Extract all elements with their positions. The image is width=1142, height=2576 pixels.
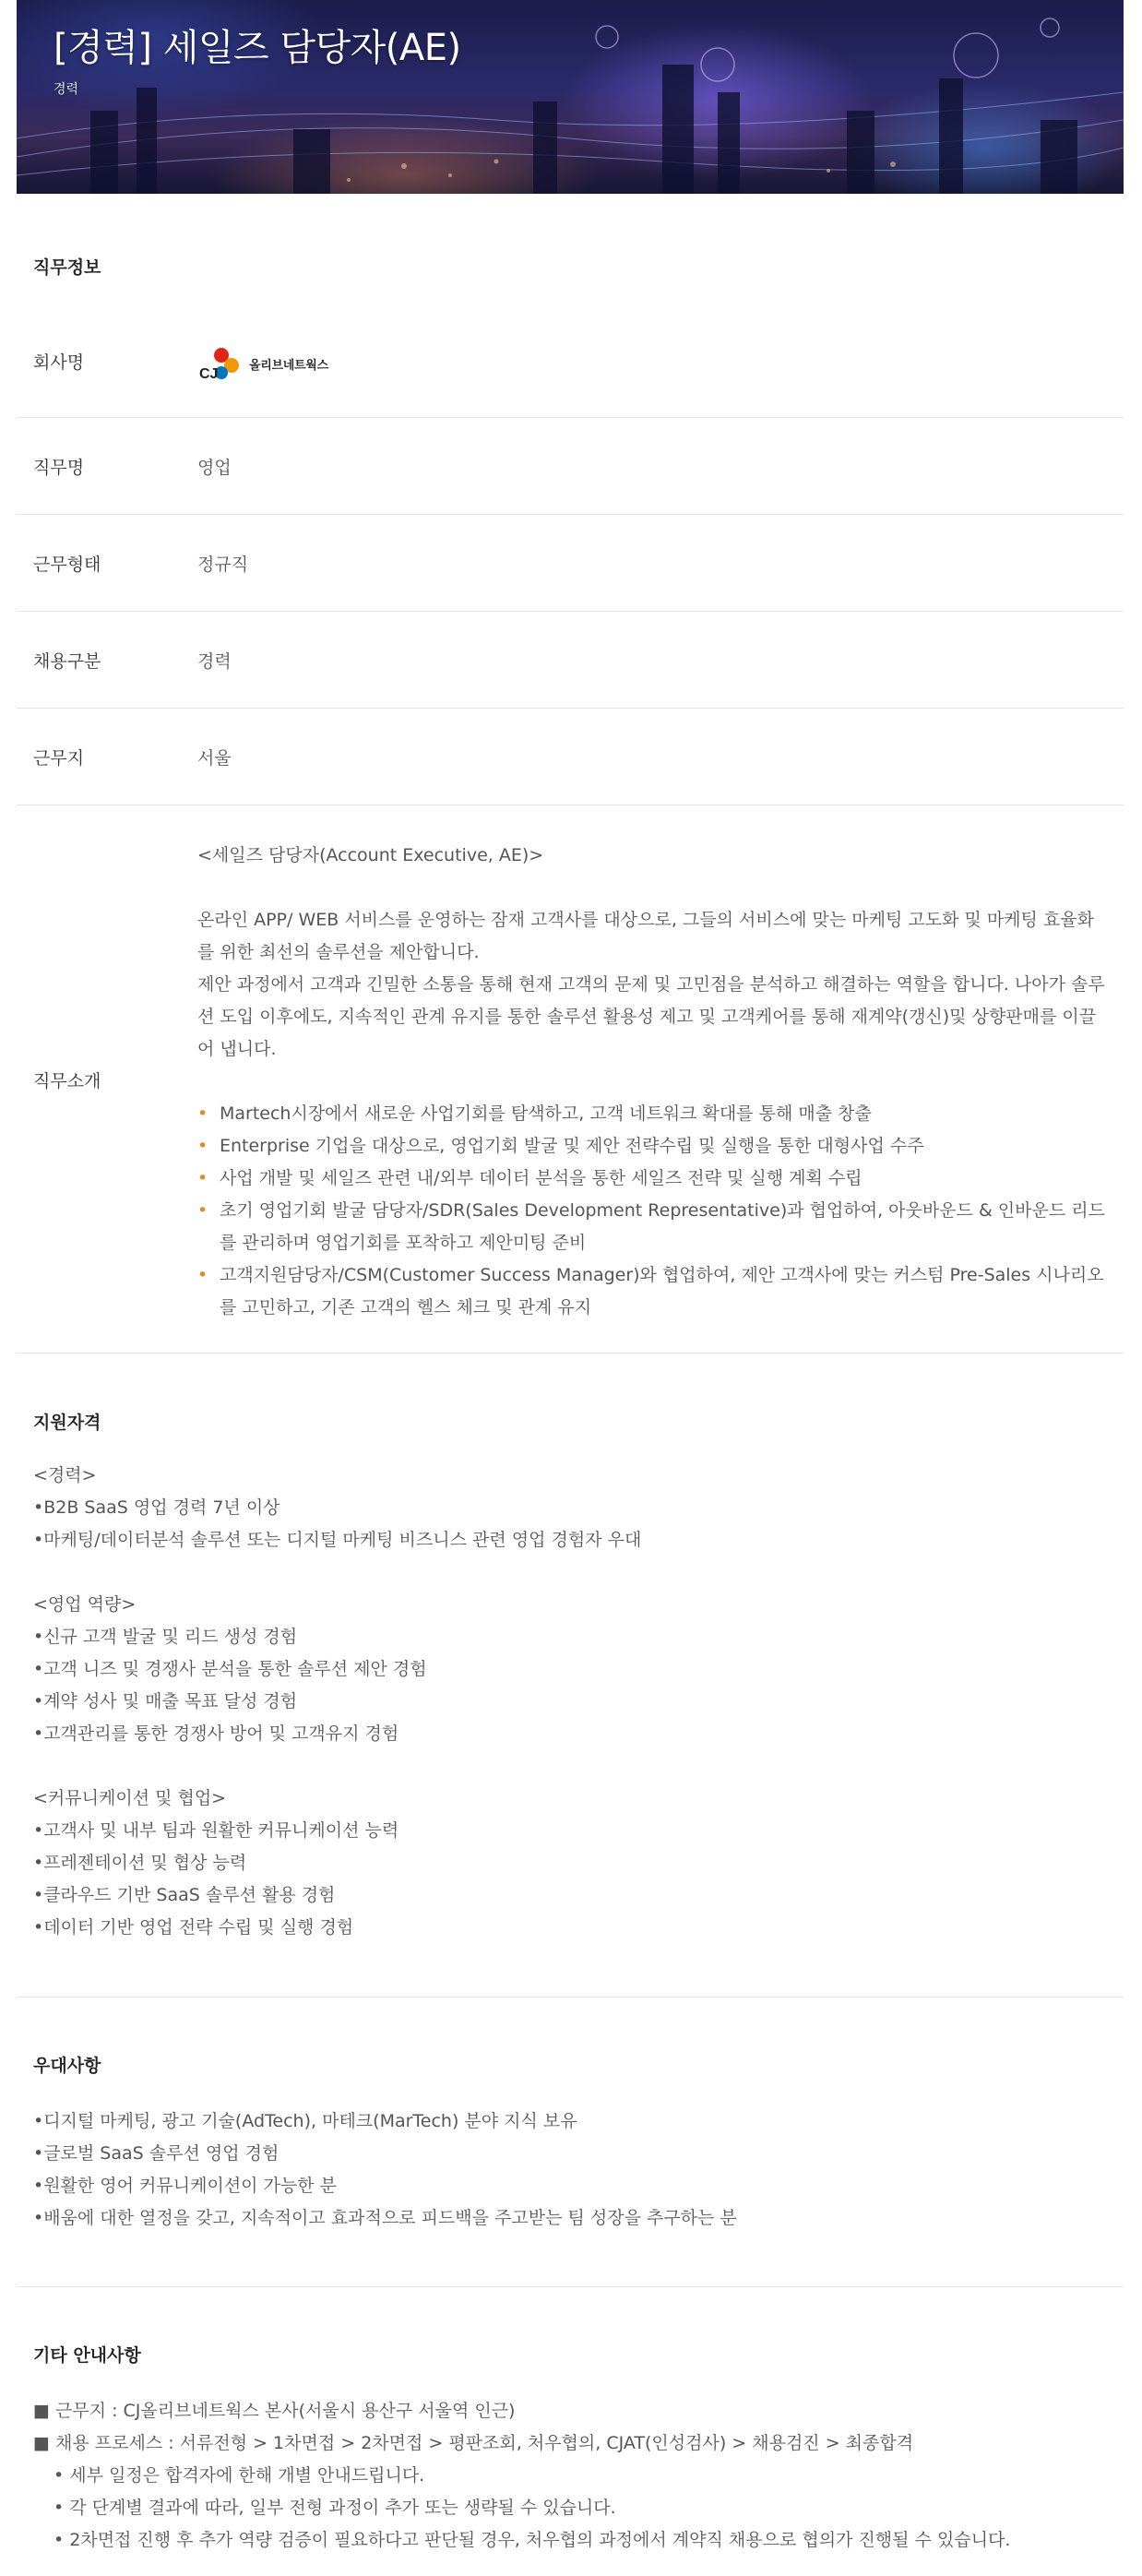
- job-intro-content: [197, 840, 1111, 1324]
- job-category-value: 영업: [197, 458, 232, 478]
- list-item-text: 초기 영업기회 발굴 담당자/SDR(Sales Development Representative)과 협업하여, 아웃바운드 & 인바운드 리드를 관리하며 영업기회를 포착하고 제안미팅 준비: [220, 1200, 1105, 1253]
- qualification-item: •고객사 및 내부 팀과 원활한 커뮤니케이션 능력: [33, 1820, 399, 1841]
- section-title-job-info: 직무정보: [33, 257, 101, 278]
- other-info-subline: • 세부 일정은 합격자에 한해 개별 안내드립니다.: [54, 2465, 425, 2486]
- qualification-group-title: <커뮤니케이션 및 협업>: [33, 1788, 227, 1808]
- list-item-text: 사업 개발 및 세일즈 관련 내/외부 데이터 분석을 통한 세일즈 전략 및 실행 계획 수립: [220, 1168, 862, 1188]
- hiring-type-label: 채용구분: [33, 651, 101, 672]
- cj-logo-icon: [197, 345, 245, 382]
- other-info-subline: • 각 단계별 결과에 따라, 일부 전형 과정이 추가 또는 생략될 수 있습니다.: [54, 2498, 616, 2518]
- divider: [17, 708, 1124, 709]
- list-item: [197, 1259, 1111, 1324]
- divider: [17, 1997, 1124, 1998]
- list-item: [197, 1130, 1111, 1163]
- section-title-other-info: 기타 안내사항: [33, 2345, 141, 2366]
- section-title-qualifications: 지원자격: [33, 1413, 101, 1433]
- job-intro-title: <세일즈 담당자(Account Executive, AE)>: [197, 845, 544, 865]
- preference-item: •원활한 영어 커뮤니케이션이 가능한 분: [33, 2176, 338, 2196]
- divider: [17, 417, 1124, 418]
- preference-item: •디지털 마케팅, 광고 기술(AdTech), 마테크(MarTech) 분야 지식 보유: [33, 2111, 577, 2131]
- qualification-group-title: <영업 역량>: [33, 1594, 137, 1615]
- svg-text:CJ: CJ: [199, 366, 219, 382]
- list-item: [197, 1098, 1111, 1130]
- list-item: [197, 1163, 1111, 1195]
- qualifications-content: [33, 1460, 1122, 1944]
- preference-item: •배움에 대한 열정을 갖고, 지속적이고 효과적으로 피드백을 주고받는 팀 성장을 추구하는 분: [33, 2208, 737, 2228]
- qualification-item: •고객관리를 통한 경쟁사 방어 및 고객유지 경험: [33, 1723, 399, 1744]
- qualification-item: •클라우드 기반 SaaS 솔루션 활용 경험: [33, 1885, 336, 1905]
- qualification-item: •마케팅/데이터분석 솔루션 또는 디지털 마케팅 비즈니스 관련 영업 경험자 우대: [33, 1530, 642, 1550]
- work-location-label: 근무지: [33, 748, 85, 769]
- other-info-line: ■ 근무지 : CJ올리브네트웍스 본사(서울시 용산구 서울역 인근): [33, 2401, 516, 2421]
- bullet-icon: •: [197, 1136, 208, 1156]
- preferences-content: [33, 2105, 1122, 2235]
- qualification-item: •신규 고객 발굴 및 리드 생성 경험: [33, 1627, 298, 1647]
- job-title: [경력] 세일즈 담당자(AE): [54, 27, 461, 69]
- job-category-label: 직무명: [33, 458, 85, 478]
- divider: [17, 1353, 1124, 1354]
- divider: [17, 611, 1124, 612]
- bullet-icon: •: [197, 1265, 208, 1285]
- job-intro-paragraph: 온라인 APP/ WEB 서비스를 운영하는 잠재 고객사를 대상으로, 그들의 서비스에 맞는 마케팅 고도화 및 마케팅 효율화를 위한 최선의 솔루션을 제안합니다.: [197, 910, 1094, 962]
- employment-type-label: 근무형태: [33, 555, 101, 575]
- employment-type-value: 정규직: [197, 555, 249, 575]
- hero-banner: [17, 0, 1124, 194]
- hiring-type-value: 경력: [197, 651, 232, 672]
- career-type-subtitle: 경력: [54, 82, 79, 97]
- qualification-item: •프레젠테이션 및 협상 능력: [33, 1853, 247, 1873]
- qualification-item: •데이터 기반 영업 전략 수립 및 실행 경험: [33, 1917, 354, 1938]
- list-item-text: 고객지원담당자/CSM(Customer Success Manager)와 협업하여, 제안 고객사에 맞는 커스텀 Pre-Sales 시나리오를 고민하고, 기존 고객의 헬스 체크 및 관계 유지: [220, 1265, 1104, 1318]
- job-intro-label: 직무소개: [33, 1071, 101, 1091]
- preference-item: •글로벌 SaaS 솔루션 영업 경험: [33, 2143, 280, 2164]
- section-title-preferences: 우대사항: [33, 2056, 101, 2076]
- list-item: [197, 1195, 1111, 1259]
- bullet-icon: •: [197, 1200, 208, 1221]
- list-item-text: Enterprise 기업을 대상으로, 영업기회 발굴 및 제안 전략수립 및 실행을 통한 대형사업 수주: [220, 1136, 924, 1156]
- bullet-icon: •: [197, 1168, 208, 1188]
- list-item-text: Martech시장에서 새로운 사업기회를 탐색하고, 고객 네트워크 확대를 통해 매출 창출: [220, 1103, 872, 1124]
- company-label: 회사명: [33, 352, 85, 373]
- qualification-item: •B2B SaaS 영업 경력 7년 이상: [33, 1497, 280, 1518]
- divider: [17, 2286, 1124, 2287]
- work-location-value: 서울: [197, 748, 232, 769]
- qualification-item: •계약 성사 및 매출 목표 달성 경험: [33, 1691, 298, 1711]
- other-info-content: [33, 2395, 1122, 2557]
- job-intro-paragraph: 제안 과정에서 고객과 긴밀한 소통을 통해 현재 고객의 문제 및 고민점을 분석하고 해결하는 역할을 합니다. 나아가 솔루션 도입 이후에도, 지속적인 관계 유지를 통한 솔루션 활용성 제고 및 고객케어를 통해 재계약(갱신)및 상향판매를 이끌어 냅니다.: [197, 974, 1105, 1059]
- other-info-line: ■ 채용 프로세스 : 서류전형 > 1차면접 > 2차면접 > 평판조회, 처우협의, CJAT(인성검사) > 채용검진 > 최종합격: [33, 2433, 914, 2453]
- qualification-group-title: <경력>: [33, 1465, 97, 1485]
- divider: [17, 514, 1124, 515]
- qualification-item: •고객 니즈 및 경쟁사 분석을 통한 솔루션 제안 경험: [33, 1659, 427, 1679]
- other-info-subline: • 2차면접 진행 후 추가 역량 검증이 필요하다고 판단될 경우, 처우협의 과정에서 계약직 채용으로 협의가 진행될 수 있습니다.: [54, 2530, 1011, 2550]
- company-logo: [197, 345, 328, 382]
- job-intro-bullet-list: [197, 1098, 1111, 1324]
- bullet-icon: •: [197, 1103, 208, 1124]
- company-logo-text: 올리브네트웍스: [249, 358, 328, 373]
